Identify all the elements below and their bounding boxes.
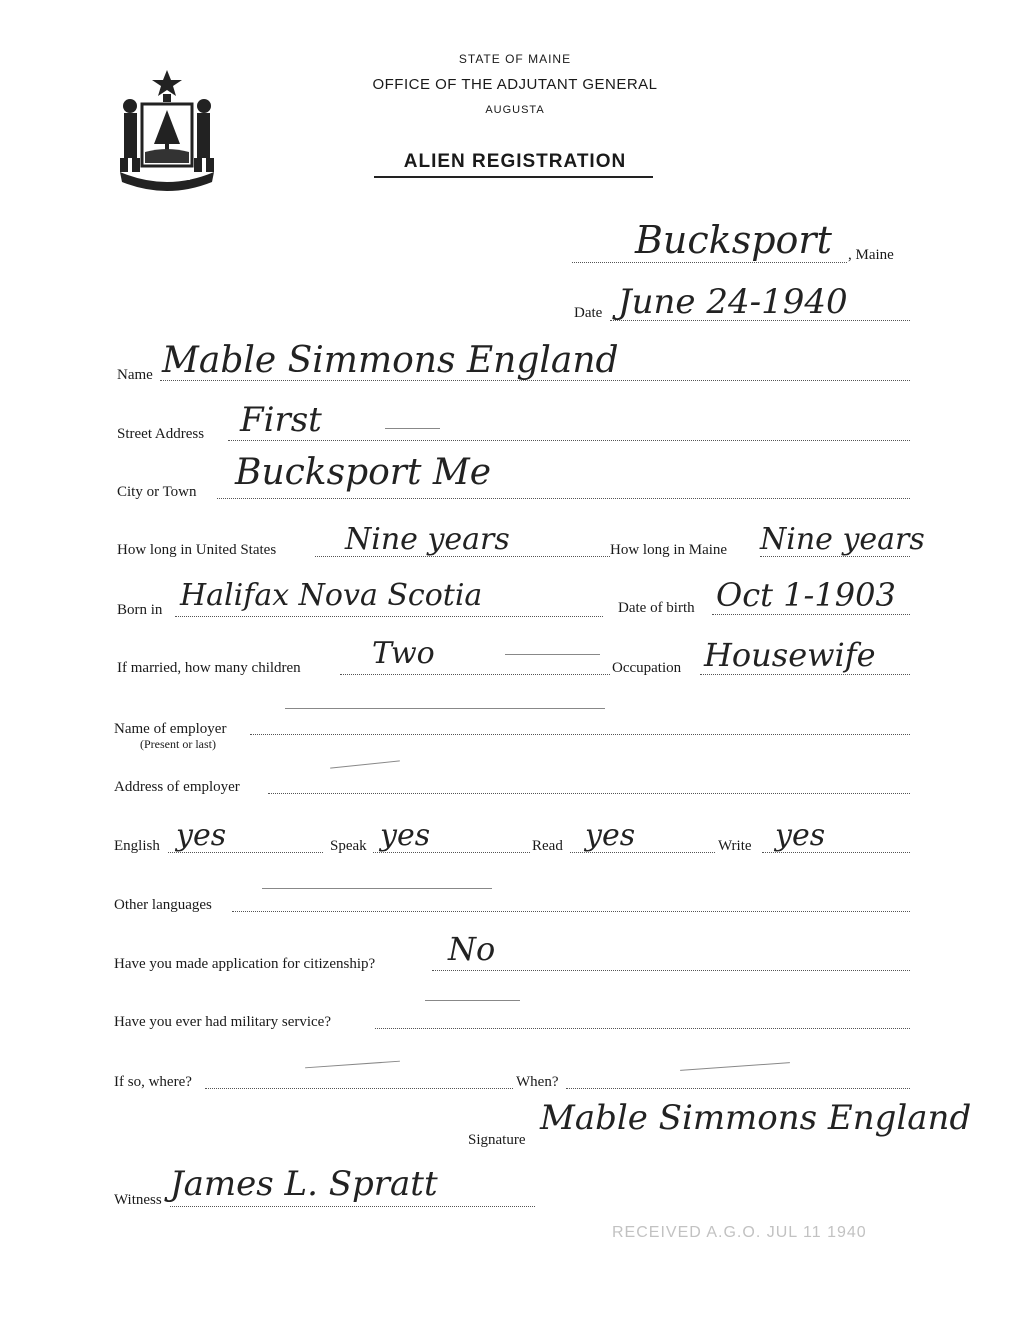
employer-label: Name of employer [114, 721, 227, 737]
form-title: ALIEN REGISTRATION [403, 151, 627, 172]
name-value: Mable Simmons England [162, 340, 619, 381]
born-value: Halifax Nova Scotia [180, 578, 483, 613]
employer-sublabel: (Present or last) [140, 737, 216, 751]
citizenship-label: Have you made application for citizenship? [114, 956, 376, 972]
date-value: June 24-1940 [618, 282, 848, 322]
header-state: STATE OF MAINE [458, 52, 572, 66]
read-label: Read [532, 838, 563, 854]
write-value: yes [775, 818, 826, 853]
children-label: If married, how many children [117, 660, 301, 676]
children-value: Two [372, 636, 435, 671]
read-value: yes [585, 818, 636, 853]
english-value: yes [176, 818, 227, 853]
date-label: Date [574, 305, 603, 321]
us-label: How long in United States [117, 542, 277, 558]
header-office: OFFICE OF THE ADJUTANT GENERAL [372, 76, 658, 93]
street-value: First [240, 400, 322, 440]
when-label: When? [516, 1074, 559, 1090]
where-label: If so, where? [114, 1074, 192, 1090]
english-label: English [114, 838, 160, 854]
dob-label: Date of birth [618, 600, 695, 616]
signature-label: Signature [468, 1132, 526, 1148]
state-seal [112, 66, 222, 192]
employer-address-label: Address of employer [114, 779, 240, 795]
maine-long-value: Nine years [760, 522, 925, 557]
us-value: Nine years [345, 522, 510, 557]
seal-text: MAINE [150, 172, 193, 183]
military-label: Have you ever had military service? [114, 1014, 331, 1030]
maine-long-label: How long in Maine [610, 542, 728, 558]
town-value: Bucksport [635, 218, 832, 262]
header-city: AUGUSTA [485, 104, 545, 116]
speak-label: Speak [330, 838, 367, 854]
witness-label: Witness [114, 1192, 162, 1208]
occupation-label: Occupation [612, 660, 682, 676]
street-label: Street Address [117, 426, 205, 442]
name-label: Name [117, 367, 153, 383]
received-stamp: RECEIVED A.G.O. JUL 11 1940 [612, 1224, 867, 1241]
dob-value: Oct 1-1903 [716, 576, 896, 614]
city-value: Bucksport Me [235, 452, 492, 493]
city-label: City or Town [117, 484, 197, 500]
other-languages-label: Other languages [114, 897, 212, 913]
citizenship-value: No [448, 930, 496, 968]
maine-label: , Maine [848, 247, 894, 263]
title-underline [374, 176, 653, 178]
write-label: Write [718, 838, 752, 854]
born-label: Born in [117, 602, 163, 618]
occupation-value: Housewife [704, 636, 876, 674]
signature-value: Mable Simmons England [540, 1098, 972, 1138]
witness-value: James L. Spratt [170, 1164, 438, 1204]
speak-value: yes [380, 818, 431, 853]
